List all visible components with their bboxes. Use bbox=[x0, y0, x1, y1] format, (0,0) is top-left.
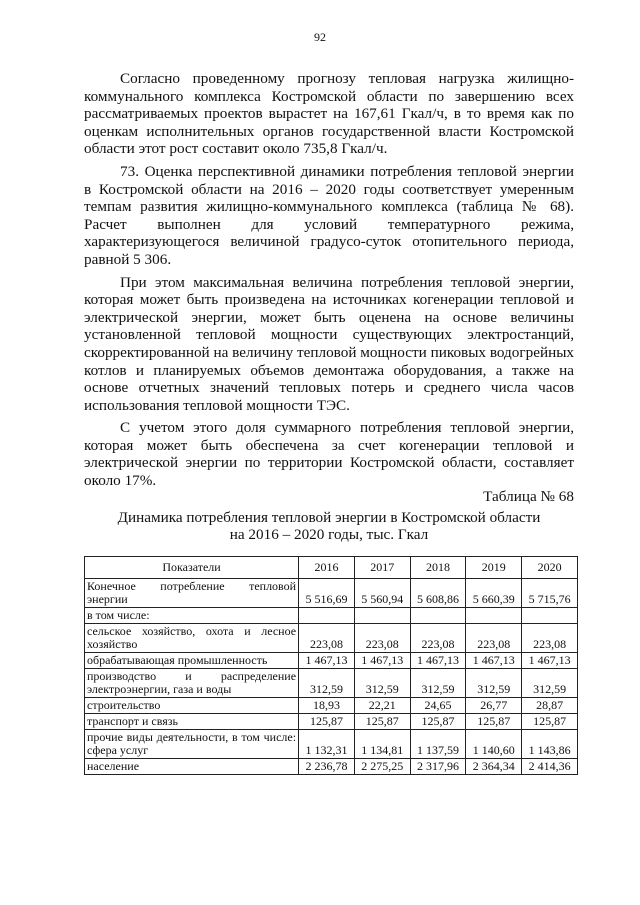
cell-value: 2 414,36 bbox=[522, 759, 578, 775]
table-header-row bbox=[85, 557, 578, 579]
paragraph-max-consumption: При этом максимальная величина потребления тепловой энергии, которая может быть произведена на источниках когенерации тепловой и электрической энергии, может быть оценена на основе величины установленной тепловой мощности существующих электростанций, скорректированной на величину тепловой мощности пиковых водогрейных котлов и планируемых объемов демонтажа оборудования, а также на основе отчетных значений тепловых потерь и среднего числа часов использования тепловой мощности ТЭС. bbox=[84, 273, 574, 414]
table-row bbox=[85, 669, 578, 698]
cell-value: 223,08 bbox=[466, 624, 522, 653]
paragraph-forecast: Согласно проведенному прогнозу тепловая нагрузка жилищно-коммунального комплекса Костромской области по завершению всех рассматриваемых проектов вырастет на 167,61 Гкал/ч, в то время как по оценкам исполнительных органов государственной власти Костромской области этот рост составит около 735,8 Гкал/ч. bbox=[84, 70, 574, 158]
cell-value: 223,08 bbox=[522, 624, 578, 653]
table-row bbox=[85, 698, 578, 714]
table-title-line-1: Динамика потребления тепловой энергии в Костромской области bbox=[117, 508, 541, 526]
cell-value: 26,77 bbox=[466, 698, 522, 714]
cell-value: 1 467,13 bbox=[466, 653, 522, 669]
cell-value: 28,87 bbox=[522, 698, 578, 714]
cell-value: 312,59 bbox=[354, 669, 410, 698]
cell-value: 5 516,69 bbox=[299, 579, 355, 608]
cell-value: 1 143,86 bbox=[522, 730, 578, 759]
row-label: обрабатывающая промышленность bbox=[85, 653, 299, 669]
row-label: производство и распределение электроэнергии, газа и воды bbox=[85, 669, 299, 698]
cell-value: 1 467,13 bbox=[299, 653, 355, 669]
cell-value: 223,08 bbox=[299, 624, 355, 653]
cell-value: 5 715,76 bbox=[522, 579, 578, 608]
row-label: в том числе: bbox=[85, 608, 299, 624]
cell-value bbox=[410, 608, 466, 624]
row-label: транспорт и связь bbox=[85, 714, 299, 730]
table-title-line-2: на 2016 – 2020 годы, тыс. Гкал bbox=[229, 526, 429, 544]
table-row bbox=[85, 714, 578, 730]
cell-value: 2 317,96 bbox=[410, 759, 466, 775]
cell-value: 125,87 bbox=[299, 714, 355, 730]
table-row bbox=[85, 579, 578, 608]
cell-value: 24,65 bbox=[410, 698, 466, 714]
cell-value: 2 364,34 bbox=[466, 759, 522, 775]
header-2020: 2020 bbox=[522, 557, 578, 579]
cell-value: 1 134,81 bbox=[354, 730, 410, 759]
header-2016: 2016 bbox=[299, 557, 355, 579]
table-row bbox=[85, 608, 578, 624]
row-label: население bbox=[85, 759, 299, 775]
row-label: Конечное потребление тепловой энергии bbox=[85, 579, 299, 608]
table-number: Таблица № 68 bbox=[483, 488, 574, 505]
table-row bbox=[85, 624, 578, 653]
header-2017: 2017 bbox=[354, 557, 410, 579]
cell-value bbox=[522, 608, 578, 624]
cell-value: 1 467,13 bbox=[354, 653, 410, 669]
cell-value: 223,08 bbox=[354, 624, 410, 653]
table-row bbox=[85, 730, 578, 759]
table-caption bbox=[84, 488, 574, 544]
cell-value: 125,87 bbox=[466, 714, 522, 730]
cell-value: 312,59 bbox=[466, 669, 522, 698]
table-row bbox=[85, 653, 578, 669]
paragraph-cogeneration-share: С учетом этого доля суммарного потребления тепловой энергии, которая может быть обеспечена за счет когенерации тепловой и электрической энергии по территории Костромской области, составляет около 17%. bbox=[84, 419, 574, 490]
header-2019: 2019 bbox=[466, 557, 522, 579]
cell-value: 1 132,31 bbox=[299, 730, 355, 759]
cell-value: 5 560,94 bbox=[354, 579, 410, 608]
cell-value: 312,59 bbox=[522, 669, 578, 698]
page-number: 92 bbox=[314, 30, 326, 44]
cell-value: 22,21 bbox=[354, 698, 410, 714]
cell-value: 2 236,78 bbox=[299, 759, 355, 775]
table-title bbox=[84, 509, 574, 544]
table-row bbox=[85, 759, 578, 775]
paragraph-73: 73. Оценка перспективной динамики потребления тепловой энергии в Костромской области на 2016 – 2020 годы соответствует умеренным темпам развития жилищно-коммунального комплекса (таблица № 68). Расчет выполнен для условий температурного режима, характеризующегося величиной градусо-суток отопительного периода, равной 5 306. bbox=[84, 162, 574, 268]
cell-value: 125,87 bbox=[354, 714, 410, 730]
header-2018: 2018 bbox=[410, 557, 466, 579]
cell-value: 1 140,60 bbox=[466, 730, 522, 759]
cell-value bbox=[466, 608, 522, 624]
cell-value: 125,87 bbox=[522, 714, 578, 730]
cell-value: 18,93 bbox=[299, 698, 355, 714]
cell-value bbox=[354, 608, 410, 624]
cell-value: 5 608,86 bbox=[410, 579, 466, 608]
cell-value: 125,87 bbox=[410, 714, 466, 730]
cell-value: 2 275,25 bbox=[354, 759, 410, 775]
cell-value: 5 660,39 bbox=[466, 579, 522, 608]
cell-value: 223,08 bbox=[410, 624, 466, 653]
row-label: строительство bbox=[85, 698, 299, 714]
cell-value bbox=[299, 608, 355, 624]
row-label: прочие виды деятельности, в том числе: сфера услуг bbox=[85, 730, 299, 759]
row-label: сельское хозяйство, охота и лесное хозяйство bbox=[85, 624, 299, 653]
cell-value: 312,59 bbox=[299, 669, 355, 698]
cell-value: 1 467,13 bbox=[410, 653, 466, 669]
cell-value: 312,59 bbox=[410, 669, 466, 698]
cell-value: 1 467,13 bbox=[522, 653, 578, 669]
heat-consumption-table bbox=[84, 556, 578, 775]
cell-value: 1 137,59 bbox=[410, 730, 466, 759]
header-indicator: Показатели bbox=[85, 557, 299, 579]
body-text bbox=[84, 70, 574, 495]
